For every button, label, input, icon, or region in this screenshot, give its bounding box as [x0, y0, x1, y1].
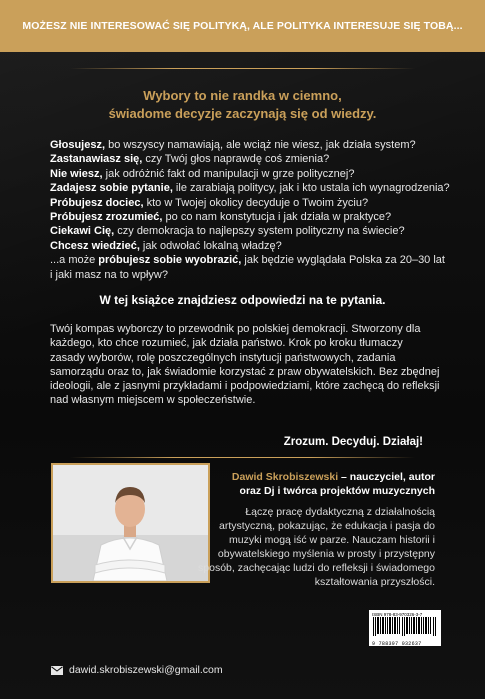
- question-item: Zadajesz sobie pytanie, ile zarabiają politycy, jak i kto ustala ich wynagrodzenia?: [50, 182, 450, 195]
- author-name: Dawid Skrobiszewski: [231, 471, 339, 483]
- headline: [0, 87, 485, 123]
- divider-middle: [70, 457, 415, 458]
- motto: Zrozum. Decyduj. Działaj!: [283, 436, 423, 448]
- mail-icon: [51, 666, 63, 675]
- barcode-digits: 9 788397 032637: [372, 641, 422, 647]
- question-item: Głosujesz, bo wszyscy namawiają, ale wciąż nie wiesz, jak działa system?: [50, 139, 416, 151]
- contact-email[interactable]: [51, 664, 223, 676]
- email-address[interactable]: dawid.skrobiszewski@gmail.com: [69, 664, 223, 676]
- author-heading: [195, 470, 435, 498]
- question-item: Ciekawi Cię, czy demokracja to najlepszy system polityczny na świecie?: [50, 225, 405, 238]
- author-bio: Łączę pracę dydaktyczną z działalnością artystyczną, pokazując, że edukacja i pasja do muzyki mogą iść w parze. Nauczam historii i obywatelskiego myślenia w prosty i przystępny sposób, zachęcając ludzi do refleksji i świadomego kształtowania przyszłości.: [198, 506, 435, 588]
- question-item: Próbujesz zrozumieć, po co nam konstytucja i jak działa w praktyce?: [50, 211, 392, 224]
- author-photo: [51, 463, 210, 583]
- question-item: Zastanawiasz się, czy Twój głos naprawdę coś zmienia?: [50, 153, 330, 166]
- divider-top: [70, 68, 415, 69]
- question-item-last: ...a może próbujesz sobie wyobrazić, jak będzie wyglądała Polska za 20–30 lat i jaki masz na to wpływ?: [50, 254, 445, 281]
- author-portrait-illustration: [53, 465, 208, 581]
- banner-text: MOŻESZ NIE INTERESOWAĆ SIĘ POLITYKĄ, ALE POLITYKA INTERESUJE SIĘ TOBĄ...: [22, 20, 463, 32]
- author-role-line-1: – nauczyciel, autor: [338, 471, 435, 483]
- isbn-number: ISBN 978-83-970326-3-7: [372, 612, 423, 617]
- question-list: [50, 138, 450, 282]
- isbn-barcode: [369, 610, 441, 646]
- question-item: Próbujesz dociec, kto w Twojej okolicy decyduje o Twoim życiu?: [50, 196, 369, 209]
- headline-line-2: świadome decyzje zaczynają się od wiedzy.: [108, 106, 377, 121]
- headline-line-1: Wybory to nie randka w ciemno,: [143, 88, 342, 103]
- author-role-line-2: oraz Dj i twórca projektów muzycznych: [239, 485, 435, 497]
- intro-paragraph: Twój kompas wyborczy to przewodnik po polskiej demokracji. Stworzony dla każdego, kto chce rozumieć, jak działa państwo. Krok po kroku tłumaczy zasady wyborów, rolę poszczególnych instytucji państwowych, zadania samorządu oraz to, jak świadomie korzystać z praw obywatelskich. Bez zbędnej ideologii, ale z jasnymi przykładami i podpowiedziami, które zachęcą do refleksji nad własnym miejscem w społeczeństwie.: [50, 323, 440, 407]
- top-banner: [0, 0, 485, 52]
- question-item: Chcesz wiedzieć, jak odwołać lokalną władzę?: [50, 239, 282, 252]
- question-item: Nie wiesz, jak odróżnić fakt od manipulacji w grze politycznej?: [50, 167, 355, 180]
- barcode-icon: [372, 617, 438, 636]
- answer-statement: W tej książce znajdziesz odpowiedzi na te pytania.: [99, 293, 386, 307]
